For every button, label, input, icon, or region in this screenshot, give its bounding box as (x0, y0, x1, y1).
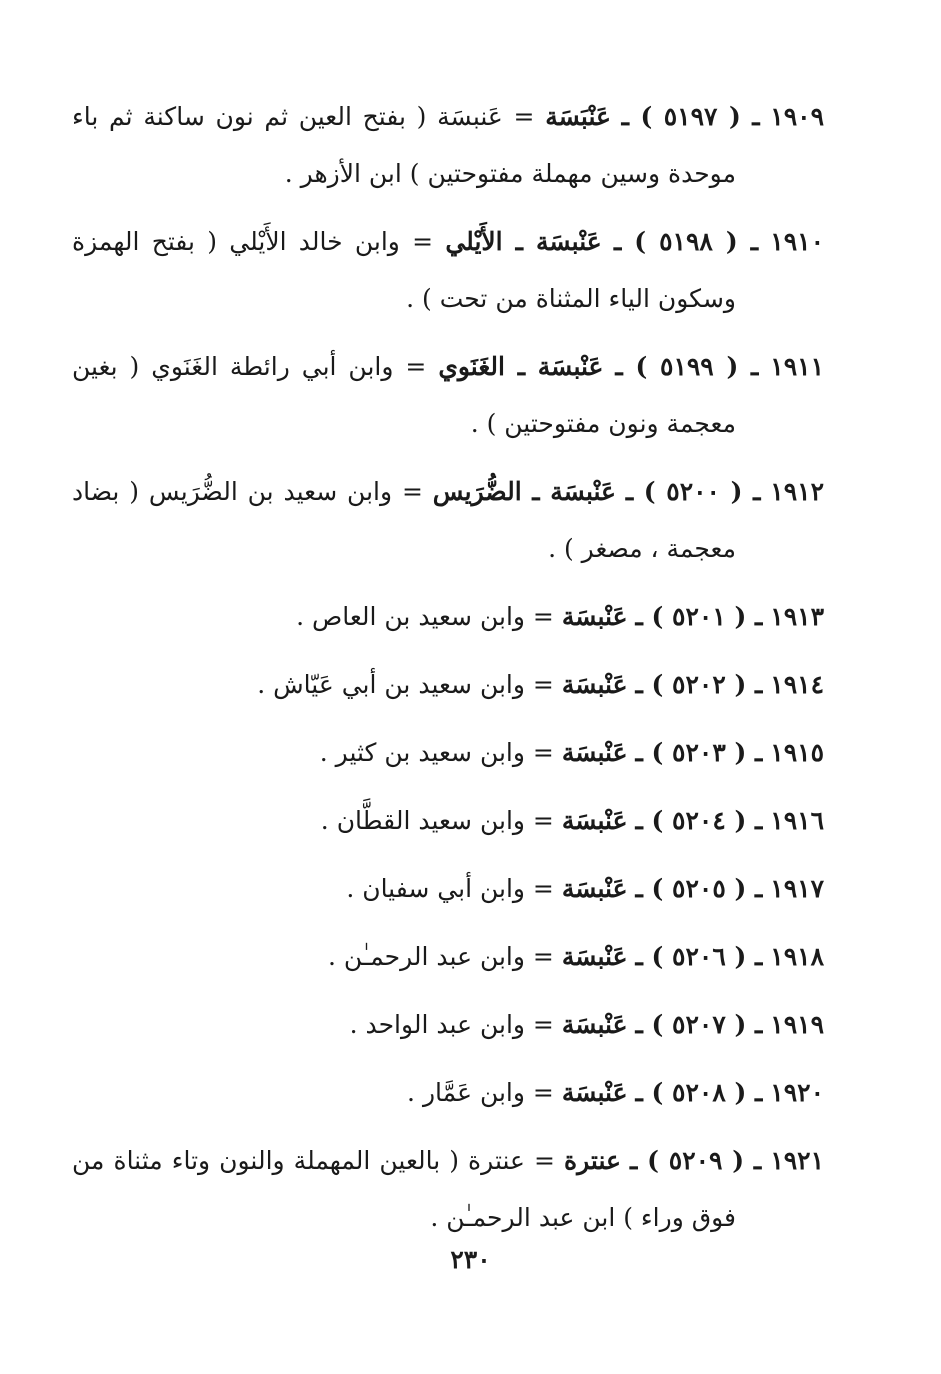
entry-text: = وابن سعيد بن أبي عَيّاش . (257, 670, 554, 699)
entry-1913 (72, 588, 824, 656)
entry-number: ١٩١٥ (770, 738, 824, 767)
entry-reference: ـ ( ٥٢٠٥ ) ـ (635, 874, 763, 903)
entry-1912 (72, 463, 824, 577)
entry-line-1 (72, 860, 824, 917)
entry-name: عَنْبسَة (561, 874, 628, 903)
entry-name: عَنْبسَة (561, 1078, 628, 1107)
entry-line-2: معجمة ، مصغر ) . (548, 534, 736, 563)
entry-line-1 (72, 724, 824, 781)
entry-1916 (72, 792, 824, 860)
entry-name: عَنْبسَة (561, 602, 628, 631)
entry-line-1 (72, 588, 824, 645)
entry-name: عَنْبَسَة (545, 102, 611, 131)
entry-text: = وابن خالد الأَيْلي ( بفتح الهمزة (72, 227, 434, 256)
entry-name: عَنْبسَة (561, 670, 628, 699)
entry-1919 (72, 996, 824, 1064)
entry-text: = وابن سعيد بن الضُّرَيس ( بضاد (72, 477, 423, 506)
entry-number: ١٩٠٩ (770, 102, 824, 131)
entry-name: عَنْبسَة (561, 806, 628, 835)
entry-text: = وابن سعيد بن كثير . (319, 738, 554, 767)
entry-text: = وابن عبد الرحمـٰن . (327, 942, 554, 971)
entry-text: = وابن أبي رائطة الغَنَوي ( بغين (72, 352, 427, 381)
entry-number: ١٩١١ (770, 352, 825, 381)
entry-name: عنترة (564, 1146, 621, 1175)
entry-name: عَنْبسَة ـ الأَيْلي (445, 227, 602, 256)
entry-reference: ـ ( ٥١٩٧ ) ـ (621, 102, 760, 131)
entry-text: = عنترة ( بالعين المهملة والنون وتاء مثناة من (72, 1146, 555, 1175)
entry-reference: ـ ( ٥٢٠٩ ) ـ (630, 1146, 762, 1175)
entry-line-2: معجمة ونون مفتوحتين ) . (470, 409, 736, 438)
entry-1910 (72, 213, 824, 327)
entry-number: ١٩٢٠ (770, 1078, 824, 1107)
entry-name: عَنْبسَة (561, 738, 628, 767)
entry-number: ١٩١٢ (770, 477, 825, 506)
entry-number: ١٩٢١ (770, 1146, 825, 1175)
entry-reference: ـ ( ٥١٩٨ ) ـ (613, 227, 759, 256)
entry-reference: ـ ( ٥٢٠٤ ) ـ (635, 806, 763, 835)
entry-line-1 (72, 928, 824, 985)
entry-line-1 (72, 88, 824, 145)
entry-reference: ـ ( ٥٢٠٠ ) ـ (625, 477, 761, 506)
entry-line-1 (72, 792, 824, 849)
entry-text: = عَنبسَة ( بفتح العين ثم نون ساكنة ثم باء (72, 102, 535, 131)
entry-text: = وابن عَمَّار . (407, 1078, 554, 1107)
entry-list (72, 88, 824, 1257)
entry-reference: ـ ( ٥١٩٩ ) ـ (615, 352, 759, 381)
entry-number: ١٩١٤ (770, 670, 824, 699)
entry-reference: ـ ( ٥٢٠٢ ) ـ (635, 670, 763, 699)
entry-1911 (72, 338, 824, 452)
entry-1918 (72, 928, 824, 996)
entry-text: = وابن سعيد بن العاص . (296, 602, 554, 631)
entry-text: = وابن عبد الواحد . (349, 1010, 554, 1039)
entry-number: ١٩١٩ (770, 1010, 824, 1039)
entry-name: عَنْبسَة (561, 1010, 628, 1039)
entry-line-1 (72, 1064, 824, 1121)
entry-1920 (72, 1064, 824, 1132)
entry-number: ١٩١٣ (770, 602, 824, 631)
entry-number: ١٩١٨ (770, 942, 824, 971)
entry-line-1 (72, 338, 824, 395)
entry-line-1 (72, 463, 824, 520)
entry-1921 (72, 1132, 824, 1246)
entry-line-2: فوق وراء ) ابن عبد الرحمـٰن . (430, 1203, 736, 1232)
entry-1915 (72, 724, 824, 792)
entry-reference: ـ ( ٥٢٠٧ ) ـ (635, 1010, 763, 1039)
page-number: ٢٣٠ (450, 1245, 491, 1274)
entry-1914 (72, 656, 824, 724)
entry-line-2: موحدة وسين مهملة مفتوحتين ) ابن الأزهر . (284, 159, 736, 188)
entry-line-1 (72, 656, 824, 713)
entry-number: ١٩١٧ (770, 874, 824, 903)
entry-reference: ـ ( ٥٢٠٨ ) ـ (635, 1078, 763, 1107)
entry-text: = وابن سعيد القطَّان . (320, 806, 554, 835)
entry-reference: ـ ( ٥٢٠٦ ) ـ (635, 942, 763, 971)
entry-reference: ـ ( ٥٢٠١ ) ـ (635, 602, 763, 631)
entry-name: عَنْبسَة ـ الغَنَوي (438, 352, 604, 381)
entry-text: = وابن أبي سفيان . (346, 874, 554, 903)
entry-line-1 (72, 213, 824, 270)
entry-line-1 (72, 996, 824, 1053)
entry-reference: ـ ( ٥٢٠٣ ) ـ (635, 738, 763, 767)
entry-line-2: وسكون الياء المثناة من تحت ) . (406, 284, 736, 313)
entry-number: ١٩١٦ (770, 806, 824, 835)
entry-1909 (72, 88, 824, 202)
entry-name: عَنْبسَة ـ الضُّرَيس (432, 477, 616, 506)
entry-line-1 (72, 1132, 824, 1189)
entry-number: ١٩١٠ (770, 227, 825, 256)
entry-name: عَنْبسَة (561, 942, 628, 971)
entry-1917 (72, 860, 824, 928)
